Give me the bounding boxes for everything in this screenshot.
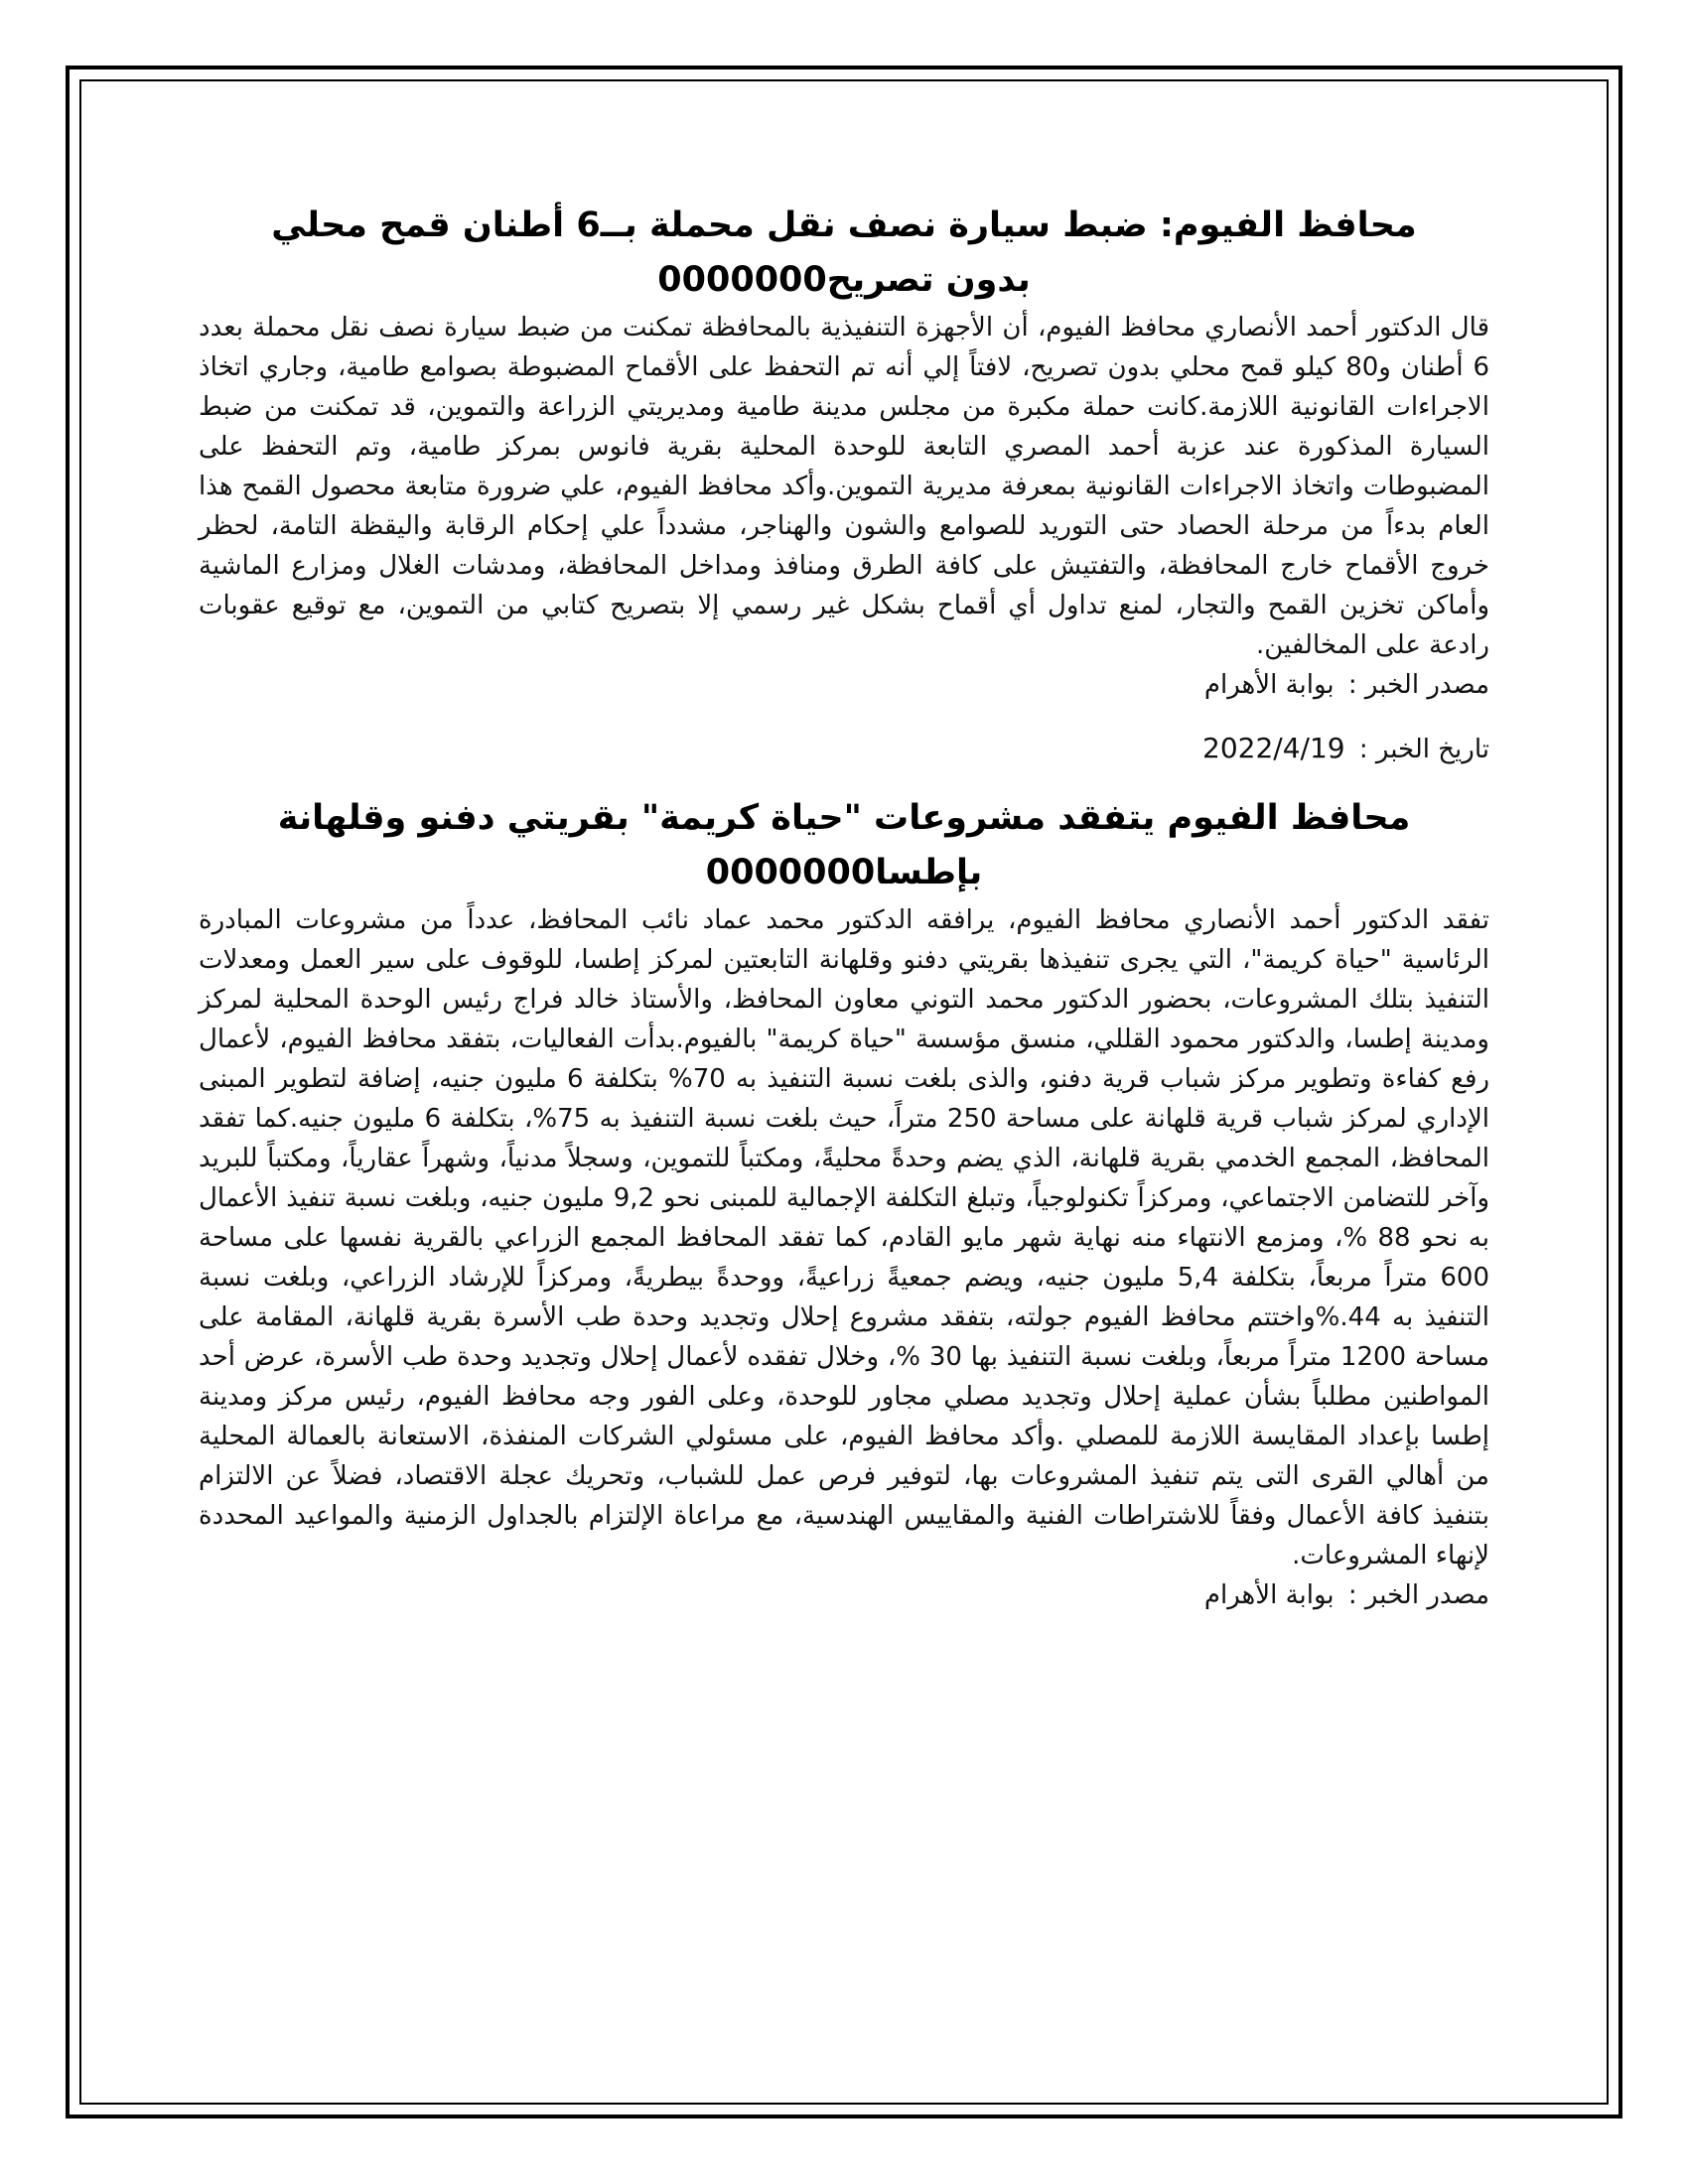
article-1-headline: محافظ الفيوم: ضبط سيارة نصف نقل محملة بــ6 أطنان قمح محلي بدون تصريح0000000 [271, 205, 1417, 300]
news-date-label: تاريخ الخبر : [1358, 735, 1489, 764]
article-1-body: قال الدكتور أحمد الأنصاري محافظ الفيوم، أن الأجهزة التنفيذية بالمحافظة تمكنت من ضبط سيارة نصف نقل محملة بعدد 6 أطنان و80 كيلو قمح محلي بدون تصريح، لافتاً إلي أنه تم التحفظ على الأقماح المضبوطة بصوامع طامية، وجاري اتخاذ الاجراءات القانونية اللازمة.كانت حملة مكبرة من مجلس مدينة طامية ومديريتي الزراعة والتموين، قد تمكنت من ضبط السيارة المذكورة عند عزبة أحمد المصري التابعة للوحدة المحلية بقرية فانوس بمركز طامية، وتم التحفظ على المضبوطات واتخاذ الاجراءات القانونية بمعرفة مديرية التموين.وأكد محافظ الفيوم، علي ضرورة متابعة محصول القمح هذا العام بدءاً من مرحلة الحصاد حتى التوريد للصوامع والشون والهناجر، مشدداً علي إحكام الرقابة واليقظة التامة، لحظر خروج الأقماح خارج المحافظة، والتفتيش على كافة الطرق ومنافذ ومداخل المحافظة، ومدشات الغلال ومزارع الماشية وأماكن تخزين القمح والتجار، لمنع تداول أي أقماح بشكل غير رسمي إلا بتصريح كتابي من التموين، مع توقيع عقوبات رادعة على المخالفين. [199, 313, 1489, 660]
news-article-2 [199, 791, 1489, 1615]
article-1-source-label: مصدر الخبر : [1347, 670, 1489, 700]
news-date [199, 729, 1489, 769]
article-1-source [199, 665, 1489, 705]
document-content [199, 199, 1489, 1615]
article-2-headline: محافظ الفيوم يتفقد مشروعات "حياة كريمة" بقريتي دفنو وقلهانة بإطسا0000000 [277, 798, 1411, 892]
article-2-source [199, 1575, 1489, 1615]
article-1-source-value: بوابة الأهرام [1203, 670, 1335, 700]
article-2-source-value: بوابة الأهرام [1203, 1580, 1335, 1610]
article-2-body: تفقد الدكتور أحمد الأنصاري محافظ الفيوم، يرافقه الدكتور محمد عماد نائب المحافظ، عدداً من مشروعات المبادرة الرئاسية "حياة كريمة"، التي يجرى تنفيذها بقريتي دفنو وقلهانة التابعتين لمركز إطسا، للوقوف على سير العمل ومعدلات التنفيذ بتلك المشروعات، بحضور الدكتور محمد التوني معاون المحافظ، والأستاذ خالد فراج رئيس الوحدة المحلية لمركز ومدينة إطسا، والدكتور محمود القللي، منسق مؤسسة "حياة كريمة" بالفيوم.بدأت الفعاليات، بتفقد محافظ الفيوم، لأعمال رفع كفاءة وتطوير مركز شباب قرية دفنو، والذى بلغت نسبة التنفيذ به 70% بتكلفة 6 مليون جنيه، إضافة لتطوير المبنى الإداري لمركز شباب قرية قلهانة على مساحة 250 متراً، حيث بلغت نسبة التنفيذ به 75%، بتكلفة 6 مليون جنيه.كما تفقد المحافظ، المجمع الخدمي بقرية قلهانة، الذي يضم وحدةً محليةً، ومكتباً للتموين، وسجلاً مدنياً، وشهراً عقارياً، ومكتباً للبريد وآخر للتضامن الاجتماعي، ومركزاً تكنولوجياً، وتبلغ التكلفة الإجمالية للمبنى نحو 9,2 مليون جنيه، وبلغت نسبة تنفيذ الأعمال به نحو 88 %، ومزمع الانتهاء منه نهاية شهر مايو القادم، كما تفقد المحافظ المجمع الزراعي بالقرية نفسها على مساحة 600 متراً مربعاً، بتكلفة 5,4 مليون جنيه، ويضم جمعيةً زراعيةً، ووحدةً بيطريةً، ومركزاً للإرشاد الزراعي، وبلغت نسبة التنفيذ به 44.%واختتم محافظ الفيوم جولته، بتفقد مشروع إحلال وتجديد وحدة طب الأسرة بقرية قلهانة، المقامة على مساحة 1200 متراً مربعاً، وبلغت نسبة التنفيذ بها 30 %، وخلال تفقده لأعمال إحلال وتجديد وحدة طب الأسرة، عرض أحد المواطنين مطلباً بشأن عملية إحلال وتجديد مصلي مجاور للوحدة، وعلى الفور وجه محافظ الفيوم، رئيس مركز ومدينة إطسا بإعداد المقايسة اللازمة للمصلي .وأكد محافظ الفيوم، على مسئولي الشركات المنفذة، الاستعانة بالعمالة المحلية من أهالي القرى التى يتم تنفيذ المشروعات بها، لتوفير فرص عمل للشباب، وتحريك عجلة الاقتصاد، فضلاً عن الالتزام بتنفيذ كافة الأعمال وفقاً للاشتراطات الفنية والمقاييس الهندسية، مع مراعاة الإلتزام بالجداول الزمنية والمواعيد المحددة لإنهاء المشروعات. [199, 905, 1490, 1570]
news-date-value: 2022/4/19 [1202, 732, 1345, 764]
news-article-1 [199, 199, 1489, 705]
article-2-source-label: مصدر الخبر : [1347, 1580, 1489, 1610]
